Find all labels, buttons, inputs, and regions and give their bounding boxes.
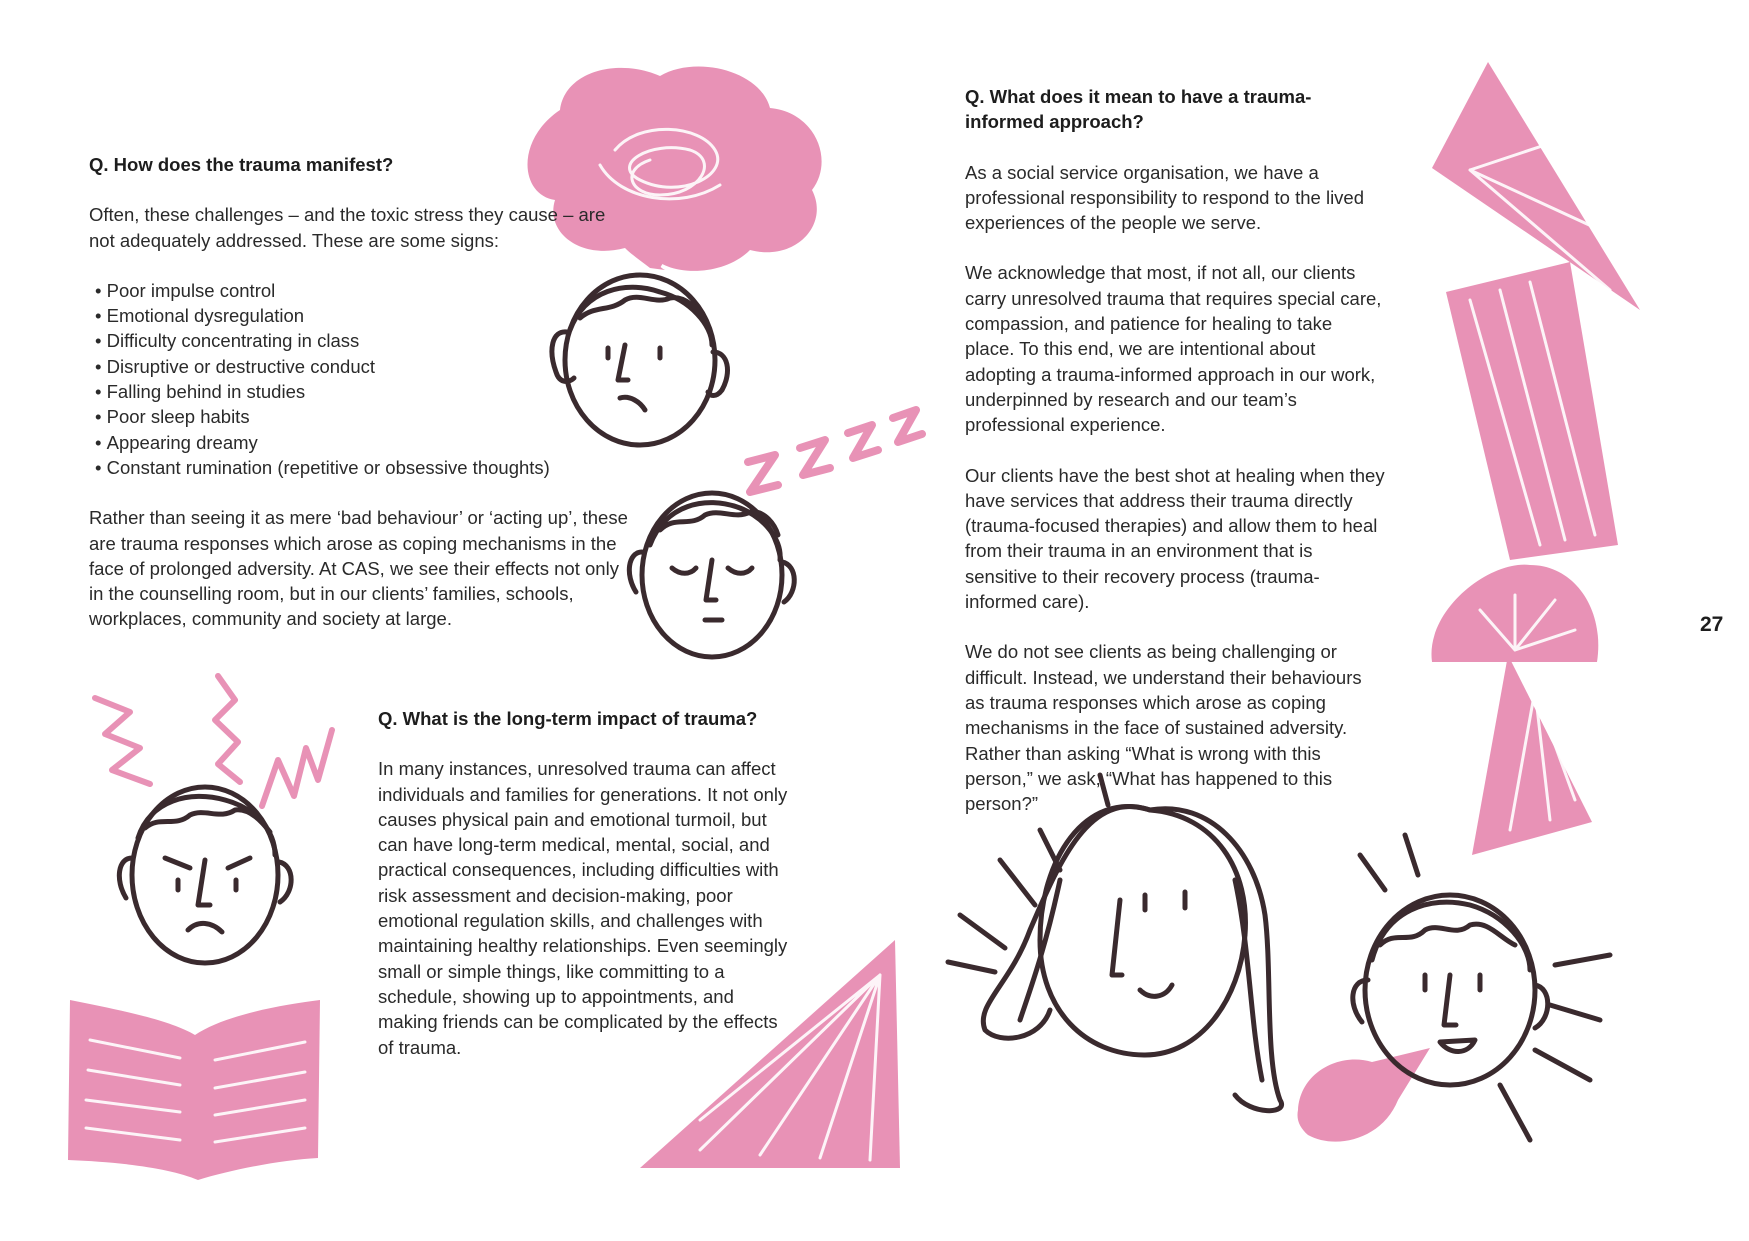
question-heading: Q. How does the trauma manifest? — [89, 154, 394, 175]
section-approach — [965, 84, 1385, 841]
section-impact — [378, 706, 798, 1085]
list-item: • Disruptive or destructive conduct — [95, 354, 629, 379]
open-book-icon — [68, 1000, 320, 1180]
page-number: 27 — [1700, 613, 1724, 636]
list-item: • Difficulty concentrating in class — [95, 328, 629, 353]
question-heading: Q. What does it mean to have a trauma-informed approach? — [965, 86, 1312, 133]
list-item: • Poor impulse control — [95, 278, 629, 303]
list-item: • Poor sleep habits — [95, 404, 629, 429]
list-item: • Constant rumination (repetitive or obsessive thoughts) — [95, 455, 629, 480]
impact-paragraph: In many instances, unresolved trauma can affect individuals and families for generations. It not only causes physical pain and emotional turmoil, but can have long-term medical, mental, social, and practical consequences, including difficulties with risk assessment and decision-making, poor emotional regulation skills, and challenges with maintaining healthy relationships. Even seemingly small or simple things, like committing to a schedule, showing up to appointments, and making friends can be complicated by the effects of trauma. — [378, 758, 788, 1058]
angry-face-icon — [119, 787, 291, 963]
approach-paragraph: We do not see clients as being challenging or difficult. Instead, we understand their behaviours as trauma responses which arose as coping mechanisms in the face of sustained adversity. Rather than asking “What is wrong with this person,” we ask, “What has happened to this person?” — [965, 641, 1362, 815]
list-item: • Appearing dreamy — [95, 430, 629, 455]
speech-bubble-icon — [1297, 1048, 1430, 1142]
list-item: • Emotional dysregulation — [95, 303, 629, 328]
sleepy-face-icon — [629, 493, 794, 657]
stacked-shapes-icon — [1431, 62, 1640, 855]
approach-paragraph: We acknowledge that most, if not all, our clients carry unresolved trauma that requires special care, compassion, and patience for healing to take place. To this end, we are intentional about adopting a trauma-informed approach in our work, underpinned by research and our team’s professional experience. — [965, 262, 1382, 436]
list-item: • Falling behind in studies — [95, 379, 629, 404]
closing-paragraph: Rather than seeing it as mere ‘bad behaviour’ or ‘acting up’, these are trauma responses which arose as coping mechanisms in the face of prolonged adversity. At CAS, we see their effects not only in the counselling room, but in our clients’ families, schools, workplaces, community and society at large. — [89, 507, 628, 630]
sleep-zzz-icon — [748, 410, 922, 492]
approach-paragraph: As a social service organisation, we have a professional responsibility to respond to the lived experiences of the people we serve. — [965, 161, 1365, 234]
approach-paragraph: Our clients have the best shot at healing when they have services that address their trauma directly (trauma-focused therapies) and allow them to heal from their trauma in an environment that is sensitive to their recovery process (trauma-informed care). — [965, 464, 1385, 613]
signs-list — [95, 278, 629, 480]
intro-paragraph: Often, these challenges – and the toxic stress they cause – are not adequately addressed. These are some signs: — [89, 204, 606, 251]
section-manifest — [89, 152, 629, 657]
question-heading: Q. What is the long-term impact of trauma? — [378, 708, 758, 729]
